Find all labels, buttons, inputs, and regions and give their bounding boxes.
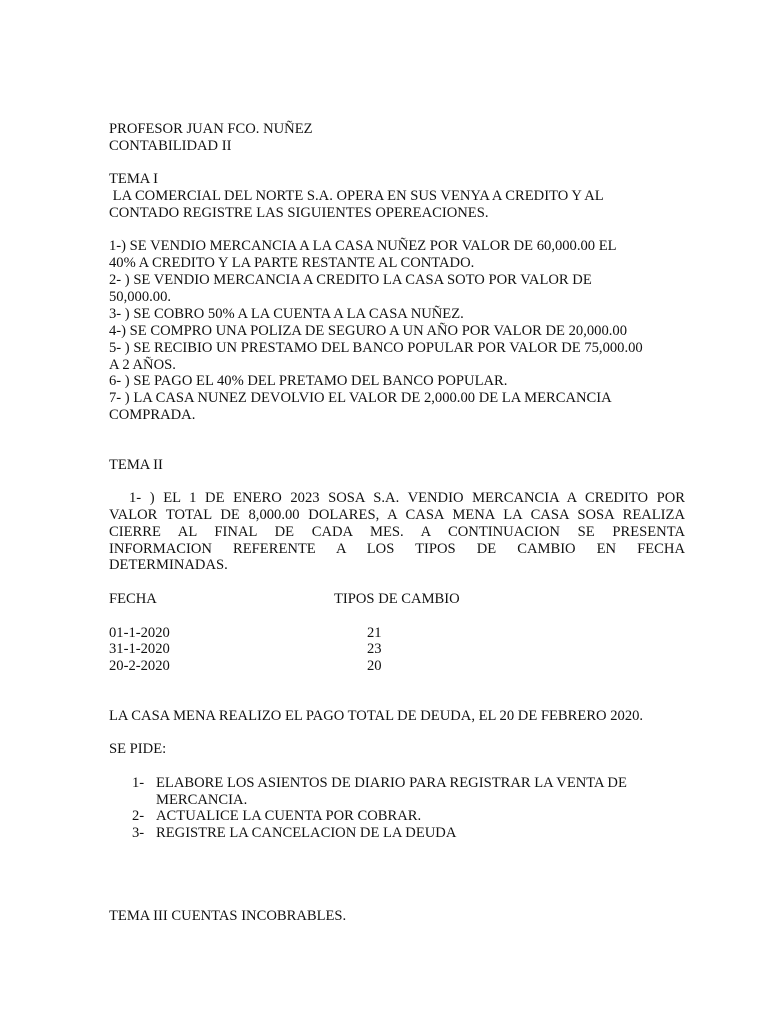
list-item-number: 2- [132, 808, 145, 824]
table-header-tipos-de-cambio: TIPOS DE CAMBIO [334, 591, 460, 607]
tema2-paragraph-line: 1- ) EL 1 DE ENERO 2023 SOSA S.A. VENDIO MERCANCIA A CREDITO POR [129, 490, 685, 506]
tema1-op-line: COMPRADA. [109, 407, 196, 423]
tema1-intro-line: LA COMERCIAL DEL NORTE S.A. OPERA EN SUS VENYA A CREDITO Y AL [109, 188, 604, 204]
tema2-title: TEMA II [109, 457, 163, 473]
tema1-op-line: 2- ) SE VENDIO MERCANCIA A CREDITO LA CASA SOTO POR VALOR DE [109, 272, 592, 288]
table-cell-fecha: 01-1-2020 [109, 625, 170, 641]
table-cell-tipo: 20 [367, 658, 382, 674]
payment-statement: LA CASA MENA REALIZO EL PAGO TOTAL DE DEUDA, EL 20 DE FEBRERO 2020. [109, 708, 644, 724]
tema1-title: TEMA I [109, 171, 159, 187]
list-item-text: MERCANCIA. [156, 792, 248, 808]
tema1-op-line: 50,000.00. [109, 289, 172, 305]
tema1-op-line: 4-) SE COMPRO UNA POLIZA DE SEGURO A UN AÑO POR VALOR DE 20,000.00 [109, 323, 627, 339]
list-item-text: REGISTRE LA CANCELACION DE LA DEUDA [156, 825, 457, 841]
tema2-paragraph-line: DETERMINADAS. [109, 557, 228, 573]
table-cell-tipo: 21 [367, 625, 382, 641]
tema2-paragraph-line: VALOR TOTAL DE 8,000.00 DOLARES, A CASA MENA LA CASA SOSA REALIZA [109, 507, 685, 523]
tema1-op-line: 3- ) SE COBRO 50% A LA CUENTA A LA CASA NUÑEZ. [109, 306, 464, 322]
tema1-op-line: 7- ) LA CASA NUNEZ DEVOLVIO EL VALOR DE 2,000.00 DE LA MERCANCIA [109, 390, 612, 406]
tema1-op-line: 40% A CREDITO Y LA PARTE RESTANTE AL CONTADO. [109, 255, 475, 271]
list-item-text: ACTUALICE LA CUENTA POR COBRAR. [156, 808, 422, 824]
tema1-op-line: 5- ) SE RECIBIO UN PRESTAMO DEL BANCO POPULAR POR VALOR DE 75,000.00 [109, 340, 643, 356]
table-cell-fecha: 20-2-2020 [109, 658, 170, 674]
tema2-paragraph-line: INFORMACION REFERENTE A LOS TIPOS DE CAMBIO EN FECHA [109, 541, 685, 557]
tema1-op-line: 6- ) SE PAGO EL 40% DEL PRETAMO DEL BANCO POPULAR. [109, 373, 508, 389]
table-header-fecha: FECHA [109, 591, 157, 607]
tema2-paragraph-line: CIERRE AL FINAL DE CADA MES. A CONTINUACION SE PRESENTA [109, 524, 685, 540]
professor-name: PROFESOR JUAN FCO. NUÑEZ [109, 121, 313, 137]
list-item-number: 3- [132, 825, 145, 841]
course-title: CONTABILIDAD II [109, 138, 232, 154]
tema1-op-line: A 2 AÑOS. [109, 357, 176, 373]
tema1-op-line: 1-) SE VENDIO MERCANCIA A LA CASA NUÑEZ POR VALOR DE 60,000.00 EL [109, 238, 617, 254]
list-item-number: 1- [132, 775, 145, 791]
se-pide-heading: SE PIDE: [109, 741, 167, 757]
tema3-title: TEMA III CUENTAS INCOBRABLES. [109, 908, 347, 924]
table-cell-tipo: 23 [367, 641, 382, 657]
tema1-intro-line: CONTADO REGISTRE LAS SIGUIENTES OPEREACIONES. [109, 205, 489, 221]
table-cell-fecha: 31-1-2020 [109, 641, 170, 657]
list-item-text: ELABORE LOS ASIENTOS DE DIARIO PARA REGISTRAR LA VENTA DE [156, 775, 627, 791]
